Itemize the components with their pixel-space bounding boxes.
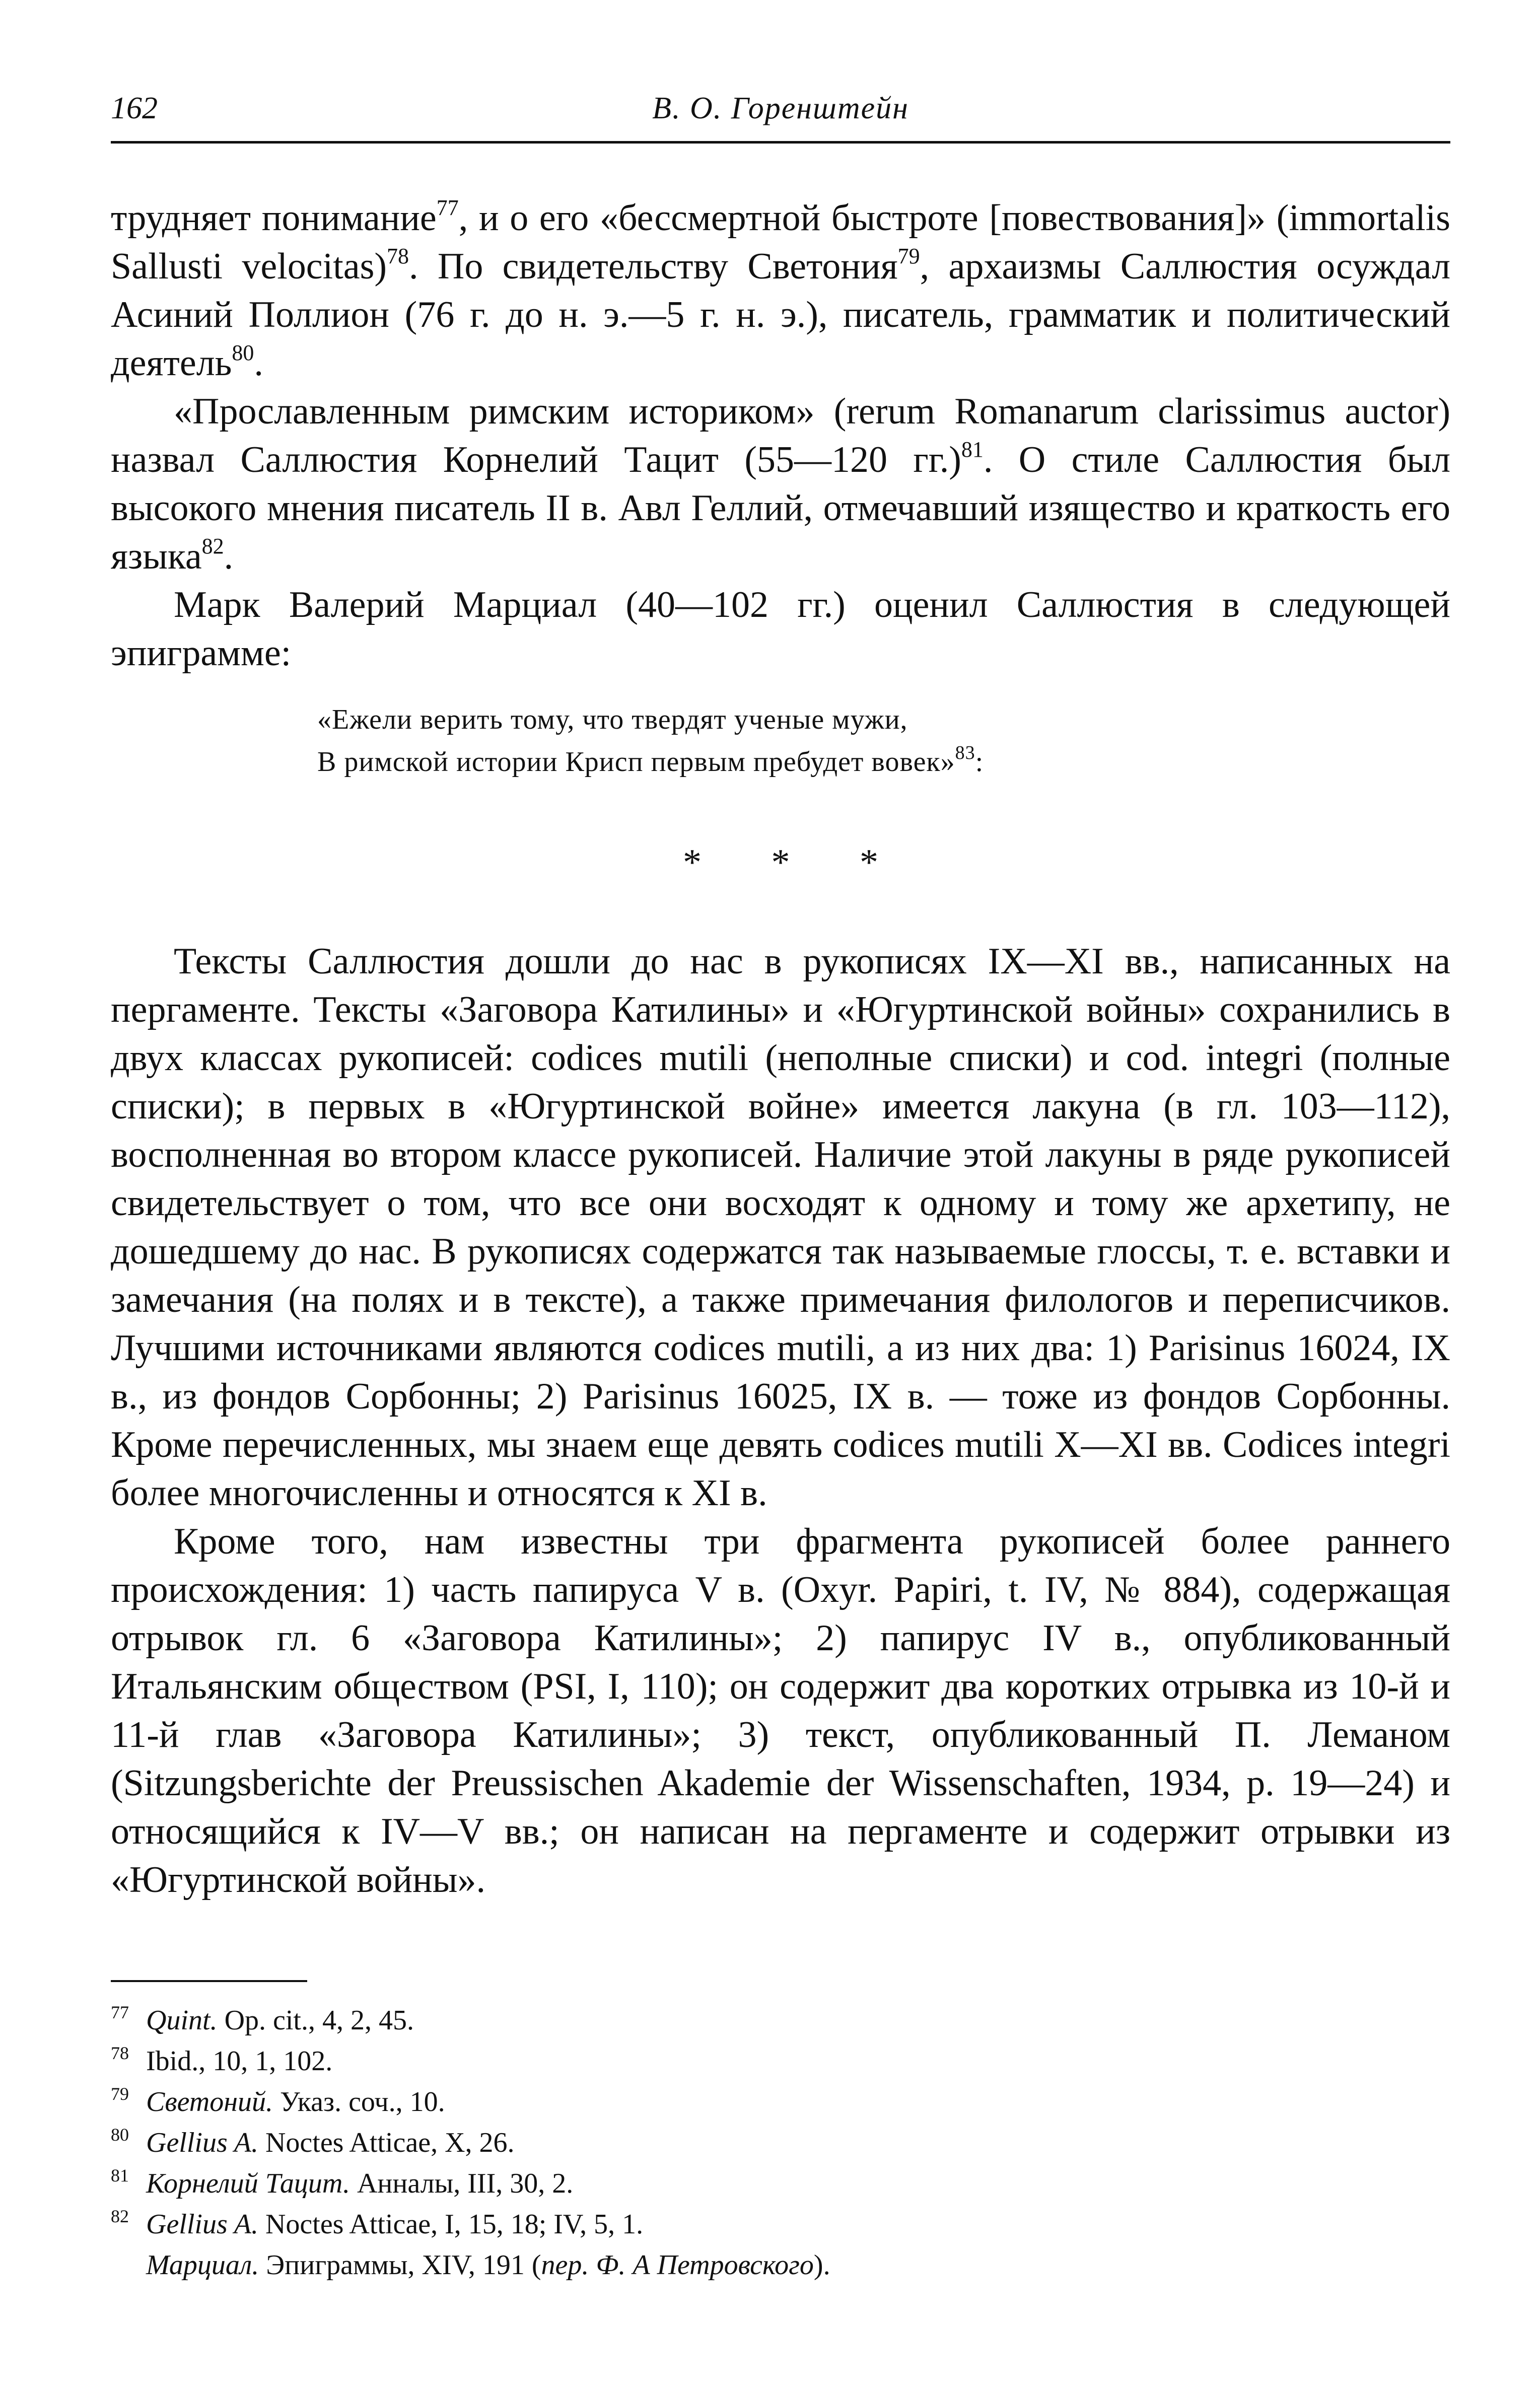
footnote-number: 79: [111, 2084, 129, 2104]
footnote-ref-81[interactable]: 81: [961, 437, 984, 462]
paragraph-2: «Прославленным римским историком» (rerum Romanarum clarissimus auctor) назвал Саллюстия Корнелий Тацит (55—120 гг.)$^{81}$. О стиле Саллюстия был высокого мнения писатель II в. Авл Геллий, отмечавший изящество и краткость его языка$^{82}$.: [111, 391, 1450, 577]
paragraph-1: трудняет понимание$^{77}$, и о его «бессмертной быстроте [повествования]» (immortalis Sallusti velocitas)$^{78}$. По свидетельству Светония$^{79}$, архаизмы Саллюстия осуждал Асиний Поллион (76 г. до н. э.—5 г. н. э.), писатель, грамматик и политический деятель$^{80}$.: [111, 195, 1450, 384]
footnote-author: Светоний.: [146, 2086, 273, 2118]
page-number: 162: [111, 91, 158, 125]
footnote-ref-79[interactable]: 79: [897, 244, 920, 268]
footnote-ref-82[interactable]: 82: [201, 534, 224, 558]
footnote-number: 82: [111, 2206, 129, 2226]
footnote-number: 81: [111, 2165, 129, 2186]
footnotes: [111, 2002, 1450, 2284]
footnote-ref-83[interactable]: 83: [955, 742, 975, 763]
epigram-quote: [111, 698, 1450, 783]
footnote-author: Gellius A.: [146, 2209, 258, 2240]
footnote-number: 80: [111, 2125, 129, 2145]
footnote-82: 82 Gellius A. Noctes Atticae, I, 15, 18; IV, 5, 1.: [111, 2206, 1450, 2246]
footnote-author: Quint.: [146, 2005, 218, 2036]
footnote-ref-78[interactable]: 78: [387, 244, 409, 268]
footnote-81: 81 Корнелий Тацит. Анналы, III, 30, 2.: [111, 2165, 1450, 2206]
footnote-number: 78: [111, 2043, 129, 2063]
footnote-77: 77 Quint. Op. cit., 4, 2, 45.: [111, 2002, 1450, 2043]
footnote-translator: пер. Ф. А Петровского: [541, 2249, 814, 2281]
running-title: В. О. Горенштейн: [652, 91, 909, 125]
paragraph-4: Тексты Саллюстия дошли до нас в рукописях IX—XI вв., написанных на пергаменте. Тексты «Заговора Катилины» и «Югуртинской войны» сохранились в двух классах рукописей: codices mutili (неполные списки) и cod. integri (полные списки); в первых в «Югуртинской войне» имеется лакуна (в гл. 103—112), восполненная во втором классе рукописей. Наличие этой лакуны в ряде рукописей свидетельствует о том, что все они восходят к одному и тому же архетипу, не дошедшему до нас. В рукописях содержатся так называемые глоссы, т. е. вставки и замечания (на полях и в тексте), а также примечания филологов и переписчиков. Лучшими источниками являются codices mutili, а из них два: 1) Parisinus 16024, IX в., из фондов Сорбонны; 2) Parisinus 16025, IX в. — тоже из фондов Сорбонны. Кроме перечисленных, мы знаем еще девять codices mutili X—XI вв. Codices integri более многочисленны и относятся к XI в.: [111, 941, 1450, 1514]
main-text: [111, 194, 1450, 1904]
page-header: [111, 86, 1450, 144]
footnote-author: Gellius A.: [146, 2127, 258, 2158]
footnote-author: Марциал.: [146, 2249, 259, 2281]
footnote-number: 77: [111, 2002, 129, 2022]
paragraph-3: Марк Валерий Марциал (40—102 гг.) оценил Саллюстия в следующей эпиграмме:: [111, 584, 1450, 674]
footnote-ref-80[interactable]: 80: [232, 340, 254, 365]
footnote-78: 78 Ibid., 10, 1, 102.: [111, 2043, 1450, 2083]
footnote-ref-77[interactable]: 77: [436, 195, 459, 220]
footnote-80: 80 Gellius A. Noctes Atticae, X, 26.: [111, 2124, 1450, 2165]
footnote-divider: [111, 1980, 307, 1982]
epigram-line-1: «Ежели верить тому, что твердят ученые мужи,: [317, 704, 908, 735]
epigram-line-2: В римской истории Крисп первым пребудет вовек»$^{83}$:: [317, 742, 984, 778]
paragraph-5: Кроме того, нам известны три фрагмента рукописей более раннего происхождения: 1) часть папируса V в. (Oxyr. Papiri, t. IV, № 884), содержащая отрывок гл. 6 «Заговора Катилины»; 2) папирус IV в., опубликованный Итальянским обществом (PSI, I, 110); он содержит два коротких отрывка из 10-й и 11-й глав «Заговора Катилины»; 3) текст, опубликованный П. Леманом (Sitzungsberichte der Preussischen Akademie der Wissenschaften, 1934, p. 19—24) и относящийся к IV—V вв.; он написан на пергаменте и содержит отрывки из «Югуртинской войны».: [111, 1521, 1450, 1901]
footnote-author: Корнелий Тацит.: [146, 2168, 350, 2199]
section-separator: * * *: [683, 842, 908, 883]
footnote-79: 79 Светоний. Указ. соч., 10.: [111, 2083, 1450, 2124]
footnote-83: Марциал. Эпиграммы, XIV, 191 (пер. Ф. А Петровского).: [146, 2249, 830, 2281]
